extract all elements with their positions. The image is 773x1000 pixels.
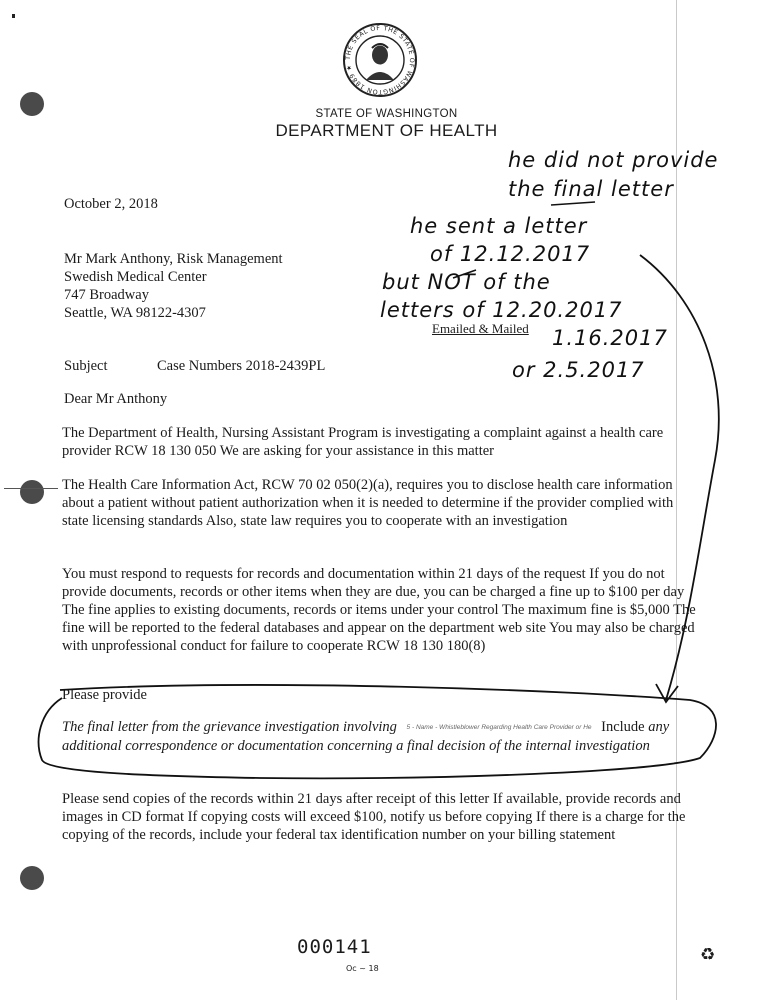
recipient-line-2: Swedish Medical Center (64, 269, 207, 285)
handwritten-circle (39, 685, 716, 778)
subject-value: Case Numbers 2018-2439PL (157, 358, 326, 374)
please-provide-label: Please provide (62, 687, 147, 703)
handwritten-note-line-1: he did not provide (508, 148, 719, 172)
letter-date: October 2, 2018 (64, 196, 158, 212)
paragraph-copy-instructions: Please send copies of the records within 21 days after receipt of this letter If available, provide records and images in CD format If copying costs will exceed $100, notify us before copying If there is a charge for the copying of the records, include your federal tax identification number on your billing statement (62, 791, 686, 843)
paragraph-investigation: The Department of Health, Nursing Assistant Program is investigating a complaint against a health care provider RCW 18 130 050 We are asking for your assistance in this matter (62, 425, 664, 459)
recycle-icon: ♻ (700, 945, 716, 965)
handwritten-note-line-6: letters of 12.20.2017 (380, 298, 623, 322)
handwritten-strike (453, 270, 476, 278)
handwritten-note-line-2: the final letter (508, 177, 674, 201)
paragraph-health-care-information-act: The Health Care Information Act, RCW 70 02 050(2)(a), requires you to disclose health care information about a patient without patient authorization when it is needed to determine if the provider complied with state licensing standards Also, state law requires you to cooperate with an investigation (62, 477, 674, 529)
handwritten-note-line-8: or 2.5.2017 (512, 358, 645, 382)
salutation: Dear Mr Anthony (64, 391, 168, 407)
page-number-stamp: 000141 (297, 936, 372, 958)
paragraph-response-deadline: You must respond to requests for records and documentation within 21 days of the request If you do not provide documents, records or other items when they are due, you can be charged a fine up to $100 per day The fine applies to existing documents, records or items under your control The maximum fine is $5,000 The fine will be reported to the federal databases and appear on the department web site You may also be charged with unprofessional conduct for failure to cooperate RCW 18 130 180(8) (62, 566, 696, 654)
state-name: STATE OF WASHINGTON (315, 108, 458, 120)
recipient-line-4: Seattle, WA 98122-4307 (64, 305, 206, 321)
handwritten-note-line-4: of 12.12.2017 (430, 242, 591, 266)
handwritten-note-line-7: 1.16.2017 (552, 326, 668, 350)
svg-text:THE SEAL OF THE STATE OF WASHI: THE SEAL OF THE STATE OF WASHINGTON 1889 ★ (344, 24, 416, 96)
delivery-method: Emailed & Mailed (432, 321, 529, 336)
handwritten-note-line-5: but NOT of the (382, 270, 551, 294)
handwritten-note-line-3: he sent a letter (410, 214, 588, 238)
request-include: Include (601, 719, 645, 735)
subject-label: Subject (64, 358, 108, 374)
department-name: DEPARTMENT OF HEALTH (275, 121, 498, 140)
recipient-line-3: 747 Broadway (64, 287, 149, 303)
request-text-start: The final letter from the grievance investigation involving (62, 719, 397, 735)
recipient-line-1: Mr Mark Anthony, Risk Management (64, 251, 283, 267)
request-text-rest: any additional correspondence or documentation concerning a final decision of the internal investigation (62, 719, 670, 754)
complaint-type-tag: 5 - Name - Whistleblower Regarding Health Care Provider or He (406, 724, 592, 731)
handwritten-underline (551, 202, 595, 205)
handwritten-arrow-line (640, 255, 719, 700)
date-stamp: Oc ~ 18 (346, 964, 379, 973)
